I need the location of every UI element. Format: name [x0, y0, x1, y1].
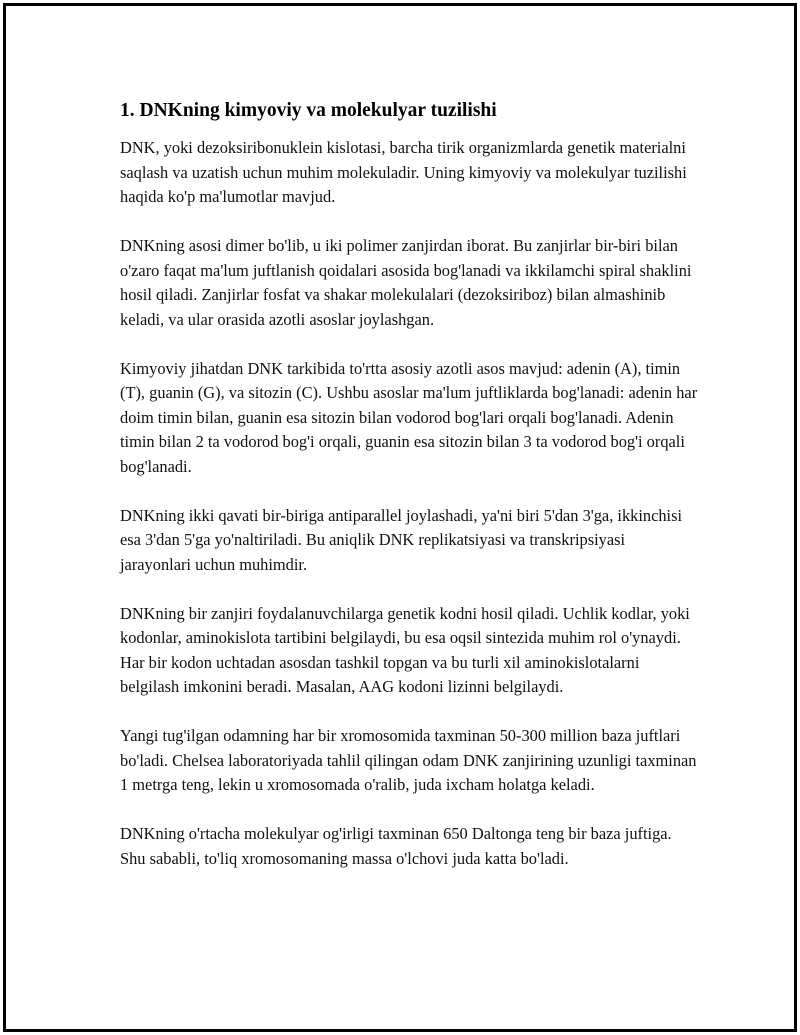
- document-body: [120, 98, 698, 896]
- section-heading: 1. DNKning kimyoviy va molekulyar tuzilishi: [120, 100, 497, 121]
- paragraph-base-pairs: Yangi tug'ilgan odamning har bir xromosomida taxminan 50-300 million baza juftlari bo'ladi. Chelsea laboratoriyada tahlil qilingan odam DNK zanjirining uzunligi taxminan 1 metrga teng, lekin u xromosomada o'ralib, juda ixcham holatga keladi.: [120, 726, 697, 794]
- paragraph-antiparallel: DNKning ikki qavati bir-biriga antiparallel joylashadi, ya'ni biri 5'dan 3'ga, ikkinchisi esa 3'dan 5'ga yo'naltiriladi. Bu aniqlik DNK replikatsiyasi va transkripsiyasi jarayonlari uchun muhimdir.: [120, 505, 683, 574]
- paragraph-structure: DNKning asosi dimer bo'lib, u iki polimer zanjirdan iborat. Bu zanjirlar bir-biri bilan o'zaro faqat ma'lum juftlanish qoidalari asosida bog'lanadi va ikkilamchi spiral shaklini hosil qiladi. Zanjirlar fosfat va shakar molekulalari (dezoksiriboz) bilan almashinib keladi, va ular orasida azotli asoslar joylashgan.: [120, 236, 692, 329]
- paragraph-genetic-code: DNKning bir zanjiri foydalanuvchilarga genetik kodni hosil qiladi. Uchlik kodlar, yoki kodonlar, aminokislota tartibini belgilaydi, bu esa oqsil sintezida muhim rol o'ynaydi. Har bir kodon uchtadan asosdan tashkil topgan va bu turli xil aminokislotalarni belgilash imkonini beradi. Masalan, AAG kodoni lizinni belgilaydi.: [120, 603, 690, 696]
- paragraph-bases: Kimyoviy jihatdan DNK tarkibida to'rtta asosiy azotli asos mavjud: adenin (A), timin (T), guanin (G), va sitozin (C). Ushbu asoslar ma'lum juftliklarda bog'lanadi: adenin har doim timin bilan, guanin esa sitozin bilan vodorod bog'lari orqali bog'lanadi. Adenin timin bilan 2 ta vodorod bog'i orqali, guanin esa sitozin bilan 3 ta vodorod bog'i orqali bog'lanadi.: [120, 358, 698, 476]
- paragraph-molecular-weight: DNKning o'rtacha molekulyar og'irligi taxminan 650 Daltonga teng bir baza juftiga. Shu sababli, to'liq xromosomaning massa o'lchovi juda katta bo'ladi.: [120, 824, 672, 868]
- paragraph-intro: DNK, yoki dezoksiribonuklein kislotasi, barcha tirik organizmlarda genetik materialni saqlash va uzatish uchun muhim molekuladir. Uning kimyoviy va molekulyar tuzilishi haqida ko'p ma'lumotlar mavjud.: [120, 138, 687, 206]
- page-frame: [3, 3, 797, 1032]
